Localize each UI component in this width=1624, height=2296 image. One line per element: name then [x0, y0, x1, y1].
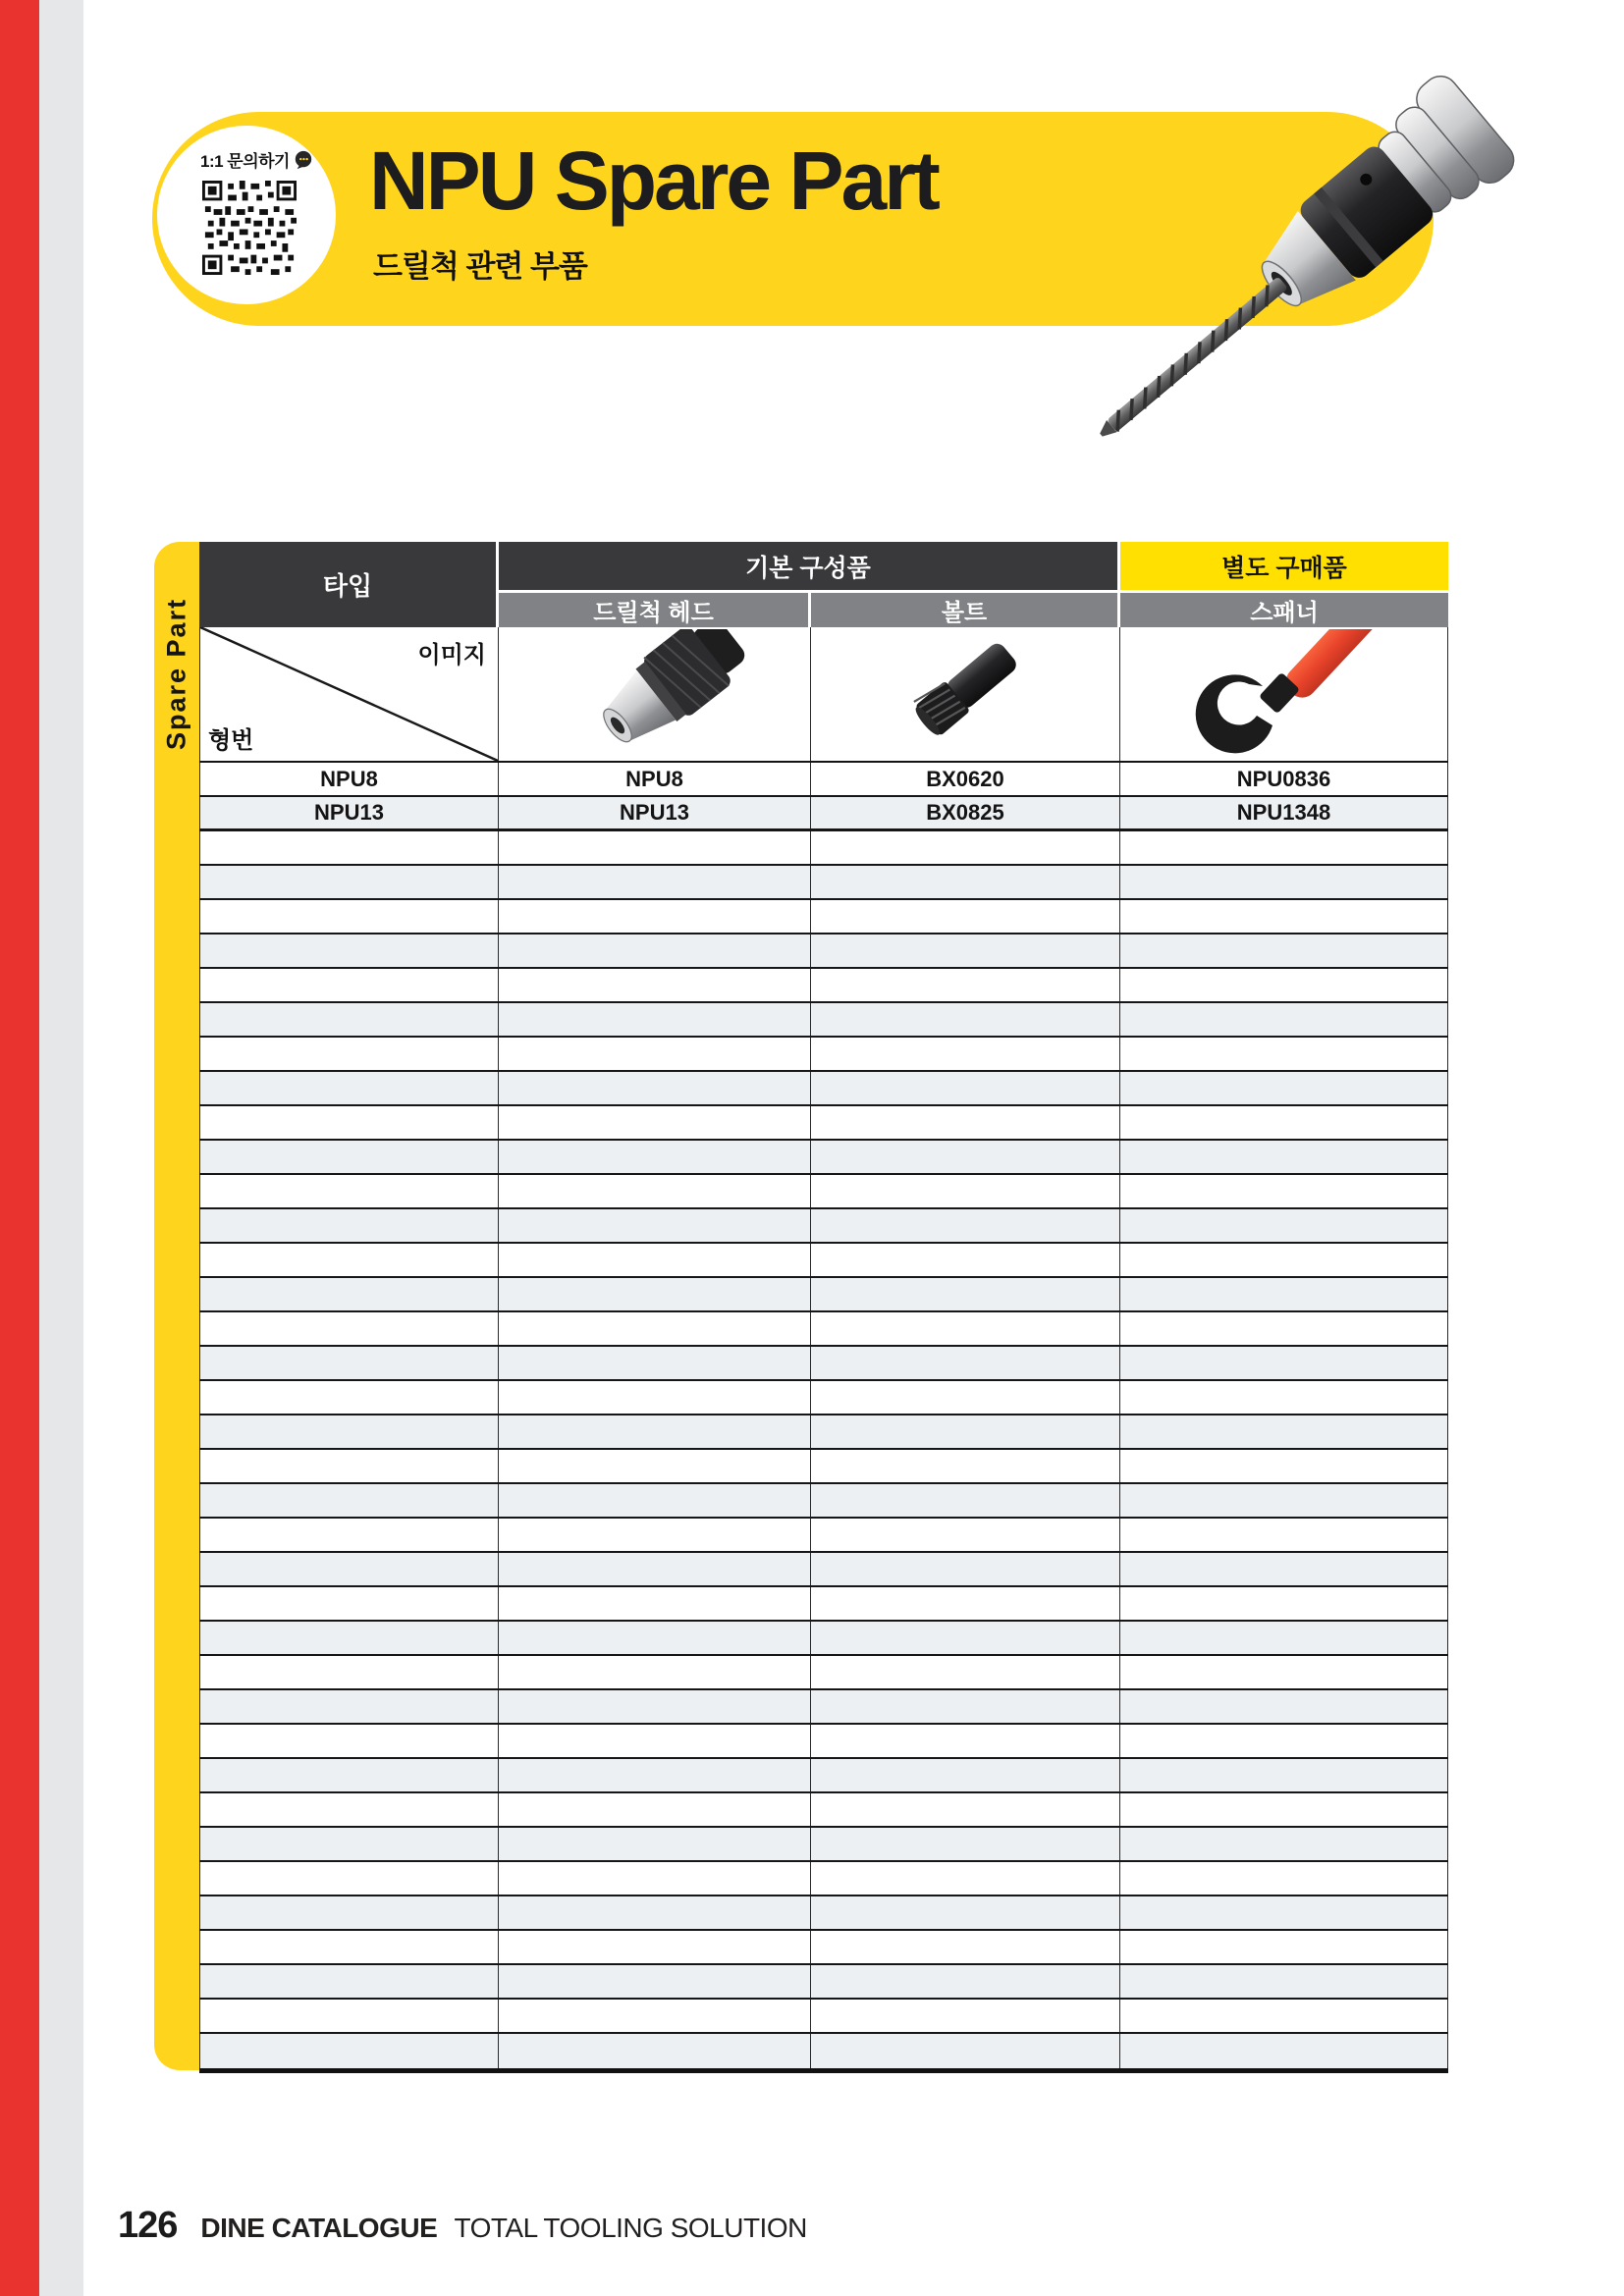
table-cell: [199, 1381, 499, 1414]
table-cell: [1120, 1622, 1448, 1654]
header-cell-separate-purchase: 별도 구매품: [1120, 542, 1448, 590]
table-cell: [199, 1793, 499, 1826]
table-cell: [811, 1622, 1120, 1654]
table-cell: [199, 1450, 499, 1482]
table-cell: [199, 1347, 499, 1379]
table-header: [199, 542, 1448, 627]
table-cell: [1120, 1725, 1448, 1757]
table-cell: [1120, 1484, 1448, 1517]
table-cell: [199, 866, 499, 898]
table-cell: NPU13: [199, 797, 499, 828]
model-label: 형번: [208, 727, 254, 754]
table-cell: [199, 1415, 499, 1448]
table-cell: [1120, 1175, 1448, 1207]
table-row: [199, 866, 1448, 900]
table-cell: [811, 1484, 1120, 1517]
table-cell: [499, 1141, 811, 1173]
drill-chuck-hero-image: [1080, 69, 1542, 530]
table-cell: [1120, 1244, 1448, 1276]
table-cell: [499, 1415, 811, 1448]
table-cell: [811, 2034, 1120, 2068]
table-cell: [199, 1656, 499, 1688]
table-row: [199, 1312, 1448, 1347]
table-row: [199, 1553, 1448, 1587]
table-row: [199, 1209, 1448, 1244]
table-row: [199, 1072, 1448, 1106]
table-row: [199, 934, 1448, 969]
table-row: [199, 1759, 1448, 1793]
table-cell: [499, 866, 811, 898]
table-row: [199, 1484, 1448, 1519]
table-cell: [811, 1175, 1120, 1207]
table-cell: [199, 1038, 499, 1070]
table-cell: [199, 1003, 499, 1036]
table-cell: [1120, 1278, 1448, 1310]
table-cell: [199, 1244, 499, 1276]
header-cell-chuck-head: 드릴척 헤드: [499, 590, 811, 627]
chuck-head-image-cell: [499, 627, 811, 761]
table-cell: [199, 1965, 499, 1998]
table-row: [199, 1175, 1448, 1209]
footer-line: [200, 2213, 806, 2244]
table-row: [199, 1931, 1448, 1965]
table-cell: [811, 1072, 1120, 1104]
table-cell: [1120, 1793, 1448, 1826]
table-cell: [199, 1622, 499, 1654]
table-cell: [1120, 1381, 1448, 1414]
table-cell: NPU1348: [1120, 797, 1448, 828]
table-row: [199, 1622, 1448, 1656]
table-cell: [499, 1896, 811, 1929]
section-edge-red-stripe: [0, 0, 39, 2296]
table-cell: [1120, 1038, 1448, 1070]
table-cell: [811, 1553, 1120, 1585]
table-cell: [199, 1690, 499, 1723]
table-cell: [499, 1450, 811, 1482]
qr-code: [202, 181, 297, 275]
table-cell: [199, 1072, 499, 1104]
table-cell: [811, 1828, 1120, 1860]
table-cell: [499, 900, 811, 933]
table-row: [199, 1725, 1448, 1759]
table-cell: [811, 1312, 1120, 1345]
table-cell: [199, 1931, 499, 1963]
table-row: [199, 1381, 1448, 1415]
table-row: [199, 1141, 1448, 1175]
table-row: [199, 797, 1448, 831]
table-cell: [499, 1965, 811, 1998]
table-cell: [199, 900, 499, 933]
table-cell: [199, 1141, 499, 1173]
table-cell: [199, 1209, 499, 1242]
table-cell: [1120, 969, 1448, 1001]
table-row: [199, 1415, 1448, 1450]
table-cell: [499, 1038, 811, 1070]
table-row: [199, 1793, 1448, 1828]
table-cell: [499, 1347, 811, 1379]
table-cell: [499, 1931, 811, 1963]
table-cell: [811, 1003, 1120, 1036]
table-cell: [1120, 1587, 1448, 1620]
table-row: [199, 1106, 1448, 1141]
table-cell: [811, 2000, 1120, 2032]
table-cell: [811, 866, 1120, 898]
page-subtitle: 드릴척 관련 부품: [373, 249, 587, 284]
table-cell: NPU8: [199, 763, 499, 795]
table-cell: [499, 1828, 811, 1860]
table-cell: [199, 1519, 499, 1551]
table-cell: [499, 969, 811, 1001]
table-cell: [811, 1106, 1120, 1139]
table-cell: [499, 1209, 811, 1242]
spare-part-table: [199, 542, 1448, 2073]
table-cell: [811, 1244, 1120, 1276]
table-row: [199, 1862, 1448, 1896]
table-cell: [1120, 1690, 1448, 1723]
table-cell: [499, 831, 811, 864]
table-cell: [1120, 2000, 1448, 2032]
table-cell: [1120, 1450, 1448, 1482]
table-cell: NPU8: [499, 763, 811, 795]
side-tab-spare-part: [154, 542, 199, 2070]
table-cell: [199, 1484, 499, 1517]
table-cell: [499, 934, 811, 967]
image-label: 이미지: [417, 642, 486, 668]
header-cell-spanner: 스패너: [1120, 590, 1448, 627]
table-cell: [199, 1862, 499, 1895]
table-cell: [499, 1312, 811, 1345]
table-cell: [499, 1175, 811, 1207]
table-row: [199, 1587, 1448, 1622]
table-cell: [811, 1690, 1120, 1723]
table-cell: [1120, 1072, 1448, 1104]
table-cell: [1120, 1347, 1448, 1379]
table-cell: [499, 2034, 811, 2068]
table-cell: [811, 1862, 1120, 1895]
table-cell: [811, 1896, 1120, 1929]
table-cell: [199, 1896, 499, 1929]
table-cell: [199, 1278, 499, 1310]
table-cell: [499, 1759, 811, 1791]
table-cell: [1120, 1106, 1448, 1139]
table-row: [199, 1244, 1448, 1278]
table-cell: [811, 1347, 1120, 1379]
table-cell: [811, 1381, 1120, 1414]
table-cell: [1120, 934, 1448, 967]
table-row: [199, 763, 1448, 797]
table-cell: [1120, 1759, 1448, 1791]
table-row: [199, 1450, 1448, 1484]
table-cell: [199, 1553, 499, 1585]
table-image-row: [199, 627, 1448, 763]
table-cell: [811, 1759, 1120, 1791]
table-cell: [199, 2034, 499, 2068]
table-row: [199, 1278, 1448, 1312]
table-cell: [811, 1931, 1120, 1963]
table-cell: [1120, 1656, 1448, 1688]
table-cell: [499, 1519, 811, 1551]
table-cell: [811, 831, 1120, 864]
table-cell: [811, 1519, 1120, 1551]
table-cell: BX0825: [811, 797, 1120, 828]
table-cell: [1120, 1141, 1448, 1173]
page-footer: [118, 2205, 807, 2247]
footer-catalogue-tagline: TOTAL TOOLING SOLUTION: [454, 2213, 807, 2243]
table-cell: [811, 1450, 1120, 1482]
header-cell-basic-components: 기본 구성품: [499, 542, 1120, 590]
table-row: [199, 831, 1448, 866]
bolt-image-cell: [811, 627, 1120, 761]
table-cell: NPU0836: [1120, 763, 1448, 795]
table-cell: [1120, 1896, 1448, 1929]
table-cell: [199, 934, 499, 967]
chat-bubble-icon: [294, 150, 313, 170]
table-row: [199, 1519, 1448, 1553]
table-cell: [1120, 1519, 1448, 1551]
hook-spanner-image: [1147, 629, 1422, 759]
bolt-image: [842, 629, 1088, 759]
table-cell: [811, 1278, 1120, 1310]
table-bottom-border: [199, 2068, 1448, 2073]
table-cell: [199, 1175, 499, 1207]
table-cell: [1120, 1862, 1448, 1895]
header-cell-bolt: 볼트: [811, 590, 1120, 627]
table-row: [199, 1896, 1448, 1931]
table-row: [199, 1828, 1448, 1862]
table-cell: [499, 1587, 811, 1620]
table-cell: [811, 1209, 1120, 1242]
table-cell: [499, 1725, 811, 1757]
table-cell: [199, 1828, 499, 1860]
table-cell: [1120, 900, 1448, 933]
table-cell: NPU13: [499, 797, 811, 828]
table-cell: [499, 1793, 811, 1826]
table-row: [199, 2034, 1448, 2068]
table-row: [199, 1347, 1448, 1381]
table-cell: [811, 1725, 1120, 1757]
table-cell: [499, 1244, 811, 1276]
table-cell: [811, 969, 1120, 1001]
page-number: 126: [118, 2205, 178, 2246]
table-cell: [811, 1656, 1120, 1688]
table-cell: [499, 1622, 811, 1654]
table-body: [199, 763, 1448, 2068]
table-cell: [199, 1106, 499, 1139]
table-cell: [1120, 1209, 1448, 1242]
table-cell: [499, 1381, 811, 1414]
qr-label-text: 1:1 문의하기: [200, 152, 290, 171]
table-cell: [499, 1003, 811, 1036]
table-cell: [811, 1793, 1120, 1826]
table-cell: [1120, 831, 1448, 864]
table-row: [199, 969, 1448, 1003]
spanner-image-cell: [1120, 627, 1448, 761]
page-title: NPU Spare Part: [369, 134, 938, 227]
table-cell: [499, 1862, 811, 1895]
table-cell: [1120, 1415, 1448, 1448]
table-cell: [499, 1484, 811, 1517]
table-cell: [199, 1587, 499, 1620]
table-cell: [199, 1312, 499, 1345]
table-cell: [499, 1106, 811, 1139]
table-cell: [499, 2000, 811, 2032]
table-cell: [199, 1759, 499, 1791]
table-cell: BX0620: [811, 763, 1120, 795]
table-cell: [811, 1965, 1120, 1998]
table-cell: [1120, 866, 1448, 898]
table-row: [199, 900, 1448, 934]
table-row: [199, 1038, 1448, 1072]
table-cell: [1120, 1828, 1448, 1860]
table-cell: [199, 969, 499, 1001]
table-cell: [1120, 1312, 1448, 1345]
table-cell: [199, 2000, 499, 2032]
table-cell: [499, 1553, 811, 1585]
qr-label: [200, 147, 318, 172]
side-tab-label: Spare Part: [161, 597, 191, 750]
drill-chuck-head-image: [532, 629, 778, 759]
table-row: [199, 1690, 1448, 1725]
table-cell: [199, 1725, 499, 1757]
table-cell: [811, 1141, 1120, 1173]
header-cell-type: 타입: [199, 542, 499, 627]
table-cell: [1120, 2034, 1448, 2068]
table-cell: [499, 1690, 811, 1723]
table-cell: [199, 831, 499, 864]
table-cell: [811, 900, 1120, 933]
table-cell: [811, 934, 1120, 967]
table-cell: [1120, 1931, 1448, 1963]
table-cell: [1120, 1965, 1448, 1998]
table-row: [199, 2000, 1448, 2034]
table-cell: [499, 1656, 811, 1688]
table-cell: [811, 1587, 1120, 1620]
footer-catalogue-name: DINE CATALOGUE: [200, 2213, 438, 2243]
table-row: [199, 1656, 1448, 1690]
table-row: [199, 1003, 1448, 1038]
table-cell: [811, 1415, 1120, 1448]
table-cell: [499, 1072, 811, 1104]
table-row: [199, 1965, 1448, 2000]
table-cell: [1120, 1003, 1448, 1036]
diagonal-header-cell: [199, 627, 499, 761]
table-cell: [811, 1038, 1120, 1070]
table-cell: [1120, 1553, 1448, 1585]
table-cell: [499, 1278, 811, 1310]
